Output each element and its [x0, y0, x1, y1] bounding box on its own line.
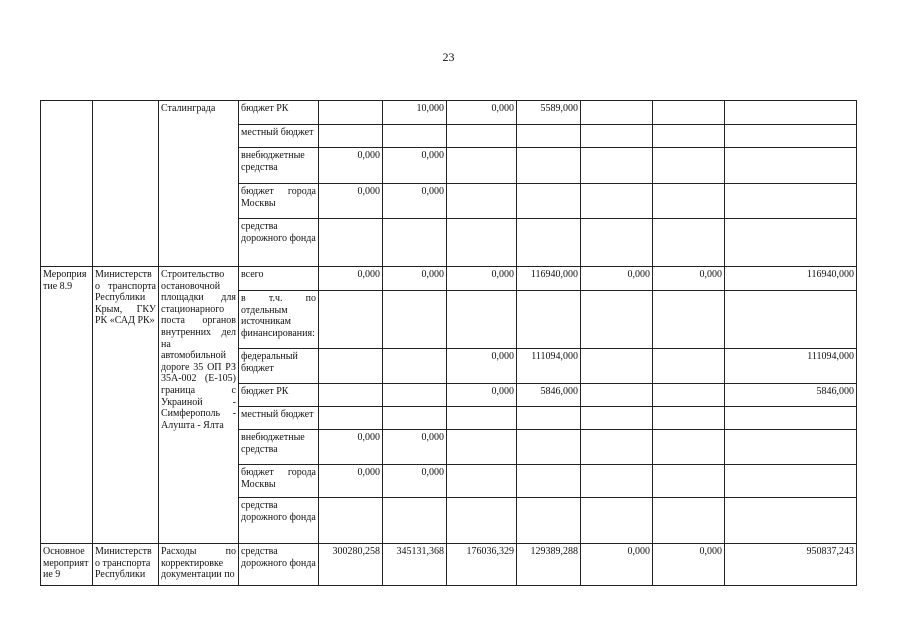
- value-cell: [447, 407, 517, 430]
- executor-cell: Министерство транспорта Республики: [93, 544, 159, 586]
- value-cell: [653, 148, 725, 184]
- table-row: [41, 544, 857, 586]
- value-cell: 0,000: [319, 148, 383, 184]
- value-cell: [517, 148, 581, 184]
- value-cell: [653, 219, 725, 267]
- value-cell: [653, 465, 725, 498]
- value-cell: [319, 101, 383, 125]
- value-cell: 176036,329: [447, 544, 517, 586]
- value-cell: [383, 407, 447, 430]
- value-cell: [725, 184, 857, 219]
- executor-cell: Министерство транспорта Республики Крым, ГКУ РК «САД РК»: [93, 267, 159, 544]
- funding-source-cell: бюджет города Москвы: [239, 465, 319, 498]
- value-cell: [517, 407, 581, 430]
- value-cell: 0,000: [447, 384, 517, 407]
- funding-source-cell: местный бюджет: [239, 407, 319, 430]
- value-cell: [725, 407, 857, 430]
- value-cell: 111094,000: [725, 349, 857, 384]
- value-cell: [581, 219, 653, 267]
- value-cell: [653, 101, 725, 125]
- funding-source-cell: внебюджетные средства: [239, 430, 319, 465]
- funding-source-cell: средства дорожного фонда: [239, 219, 319, 267]
- value-cell: 0,000: [319, 184, 383, 219]
- value-cell: [517, 498, 581, 544]
- value-cell: 345131,368: [383, 544, 447, 586]
- value-cell: [517, 465, 581, 498]
- value-cell: [581, 101, 653, 125]
- value-cell: [447, 498, 517, 544]
- value-cell: [653, 498, 725, 544]
- funding-source-cell: бюджет города Москвы: [239, 184, 319, 219]
- value-cell: 0,000: [653, 267, 725, 291]
- value-cell: [725, 148, 857, 184]
- value-cell: 116940,000: [517, 267, 581, 291]
- value-cell: [581, 125, 653, 148]
- value-cell: 111094,000: [517, 349, 581, 384]
- value-cell: 5846,000: [517, 384, 581, 407]
- value-cell: [581, 291, 653, 349]
- value-cell: [383, 349, 447, 384]
- value-cell: [517, 291, 581, 349]
- value-cell: 116940,000: [725, 267, 857, 291]
- funding-source-cell: средства дорожного фонда: [239, 544, 319, 586]
- value-cell: 0,000: [581, 267, 653, 291]
- event-cell: [41, 101, 93, 267]
- value-cell: [319, 384, 383, 407]
- measure-name-cell: Строительство остановочной площадки для стационарного поста органов внутренних дел на автомобильной дороге 35 ОП РЗ 35А-002 (Е-105) граница с Украиной - Симферополь - Алушта - Ялта: [159, 267, 239, 544]
- value-cell: 5846,000: [725, 384, 857, 407]
- funding-source-cell: всего: [239, 267, 319, 291]
- value-cell: [581, 498, 653, 544]
- page-number: 23: [442, 50, 455, 64]
- value-cell: 0,000: [383, 430, 447, 465]
- value-cell: 129389,288: [517, 544, 581, 586]
- value-cell: [725, 430, 857, 465]
- value-cell: 0,000: [383, 267, 447, 291]
- value-cell: [653, 291, 725, 349]
- value-cell: [653, 184, 725, 219]
- value-cell: [447, 148, 517, 184]
- value-cell: [653, 407, 725, 430]
- value-cell: [447, 291, 517, 349]
- value-cell: [319, 407, 383, 430]
- value-cell: 0,000: [383, 148, 447, 184]
- value-cell: 0,000: [319, 430, 383, 465]
- event-cell: Основное мероприят ие 9: [41, 544, 93, 586]
- funding-source-cell: внебюджетные средства: [239, 148, 319, 184]
- table-row: [41, 267, 857, 291]
- value-cell: [725, 291, 857, 349]
- value-cell: [383, 498, 447, 544]
- value-cell: 0,000: [319, 465, 383, 498]
- value-cell: [383, 384, 447, 407]
- value-cell: 0,000: [383, 465, 447, 498]
- value-cell: [653, 384, 725, 407]
- value-cell: [319, 125, 383, 148]
- funding-source-cell: бюджет РК: [239, 384, 319, 407]
- value-cell: 0,000: [447, 267, 517, 291]
- measure-name-cell: Сталинграда: [159, 101, 239, 267]
- value-cell: [319, 219, 383, 267]
- value-cell: 0,000: [581, 544, 653, 586]
- value-cell: [653, 430, 725, 465]
- funding-source-cell: федеральный бюджет: [239, 349, 319, 384]
- value-cell: [447, 430, 517, 465]
- value-cell: [725, 125, 857, 148]
- value-cell: [581, 349, 653, 384]
- value-cell: [517, 184, 581, 219]
- event-cell: Мероприя тие 8.9: [41, 267, 93, 544]
- value-cell: [517, 125, 581, 148]
- value-cell: [581, 184, 653, 219]
- value-cell: [319, 498, 383, 544]
- value-cell: 0,000: [447, 349, 517, 384]
- value-cell: [653, 349, 725, 384]
- value-cell: [383, 219, 447, 267]
- value-cell: 0,000: [319, 267, 383, 291]
- value-cell: [383, 125, 447, 148]
- value-cell: [725, 101, 857, 125]
- value-cell: [319, 349, 383, 384]
- value-cell: [581, 407, 653, 430]
- value-cell: 0,000: [447, 101, 517, 125]
- value-cell: [447, 184, 517, 219]
- value-cell: [725, 498, 857, 544]
- funding-source-cell: бюджет РК: [239, 101, 319, 125]
- value-cell: [447, 465, 517, 498]
- funding-source-cell: местный бюджет: [239, 125, 319, 148]
- executor-cell: [93, 101, 159, 267]
- value-cell: [581, 148, 653, 184]
- value-cell: [581, 430, 653, 465]
- value-cell: 5589,000: [517, 101, 581, 125]
- value-cell: [725, 219, 857, 267]
- value-cell: [517, 219, 581, 267]
- value-cell: 0,000: [653, 544, 725, 586]
- value-cell: [725, 465, 857, 498]
- funding-source-cell: средства дорожного фонда: [239, 498, 319, 544]
- value-cell: 950837,243: [725, 544, 857, 586]
- value-cell: [581, 465, 653, 498]
- value-cell: [383, 291, 447, 349]
- value-cell: [581, 384, 653, 407]
- measure-name-cell: Расходы по корректировке документации по: [159, 544, 239, 586]
- table-row: [41, 101, 857, 125]
- value-cell: 10,000: [383, 101, 447, 125]
- value-cell: [653, 125, 725, 148]
- value-cell: 300280,258: [319, 544, 383, 586]
- value-cell: [447, 219, 517, 267]
- value-cell: [447, 125, 517, 148]
- budget-table: [40, 100, 857, 586]
- value-cell: [517, 430, 581, 465]
- funding-source-cell: в т.ч. по отдельным источникам финансирования:: [239, 291, 319, 349]
- value-cell: [319, 291, 383, 349]
- value-cell: 0,000: [383, 184, 447, 219]
